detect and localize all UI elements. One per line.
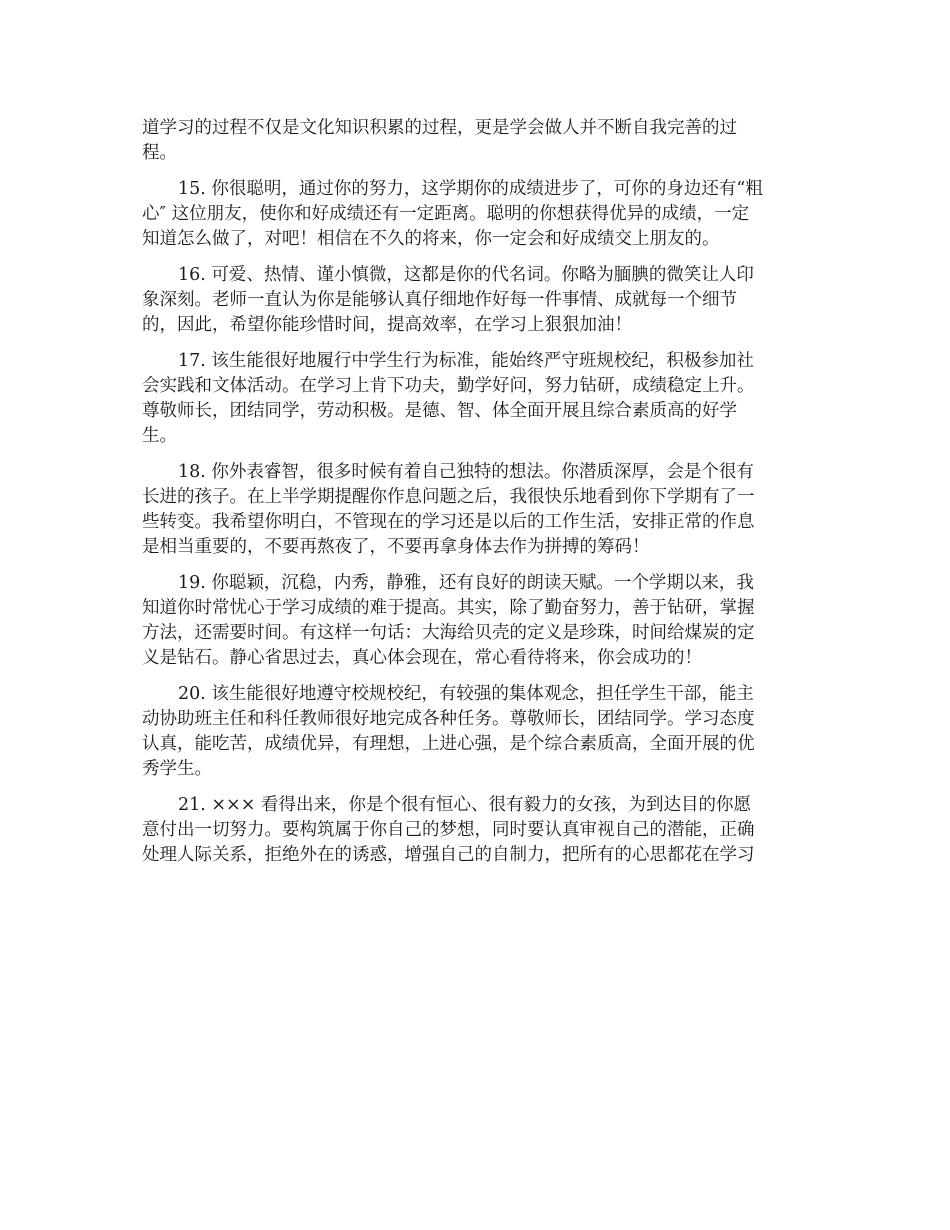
- paragraph-item-20: [142, 682, 802, 782]
- paragraph-continuation: [142, 116, 802, 166]
- text-line: 意付出一切努力。要构筑属于你自己的梦想，同时要认真审视自己的潜能，正确: [142, 820, 755, 840]
- text-line: 生。: [142, 426, 177, 446]
- text-line: 会实践和文体活动。在学习上肯下功夫，勤学好问，努力钻研，成绩稳定上升。: [142, 376, 755, 396]
- text-line: 18. 你外表睿智，很多时候有着自己独特的想法。你潜质深厚，会是个很有: [178, 462, 754, 482]
- paragraph-item-18: [142, 460, 802, 560]
- paragraph-item-15: [142, 177, 802, 252]
- text-line: 20. 该生能很好地遵守校规校纪，有较强的集体观念，担任学生干部，能主: [178, 684, 754, 704]
- text-line: 21. ××× 看得出来，你是个很有恒心、很有毅力的女孩，为到达目的你愿: [178, 795, 751, 815]
- text-line: 知道怎么做了，对吧！相信在不久的将来，你一定会和好成绩交上朋友的。: [142, 229, 720, 249]
- text-line: 尊敬师长，团结同学，劳动积极。是德、智、体全面开展且综合素质高的好学: [142, 401, 737, 421]
- text-line: 程。: [142, 143, 177, 163]
- text-line: 长进的孩子。在上半学期提醒你作息问题之后，我很快乐地看到你下学期有了一: [142, 487, 755, 507]
- text-line: 些转变。我希望你明白，不管现在的学习还是以后的工作生活，安排正常的作息: [142, 512, 755, 532]
- text-line: 心″ 这位朋友，使你和好成绩还有一定距离。聪明的你想获得优异的成绩，一定: [142, 204, 750, 224]
- text-line: 17. 该生能很好地履行中学生行为标准，能始终严守班规校纪，积极参加社: [178, 351, 754, 371]
- paragraph-item-16: [142, 263, 802, 338]
- paragraph-item-19: [142, 571, 802, 671]
- text-line: 秀学生。: [142, 759, 212, 779]
- text-line: 16. 可爱、热情、谨小慎微，这都是你的代名词。你略为腼腆的微笑让人印: [178, 265, 754, 285]
- text-line: 的，因此，希望你能珍惜时间，提高效率，在学习上狠狠加油！: [142, 315, 632, 335]
- document-body: [142, 116, 802, 879]
- text-line: 知道你时常忧心于学习成绩的难于提高。其实，除了勤奋努力，善于钻研，掌握: [142, 598, 755, 618]
- paragraph-item-21: [142, 793, 802, 868]
- text-line: 方法，还需要时间。有这样一句话：大海给贝壳的定义是珍珠，时间给煤炭的定: [142, 623, 755, 643]
- text-line: 是相当重要的，不要再熬夜了，不要再拿身体去作为拼搏的筹码！: [142, 537, 650, 557]
- text-line: 15. 你很聪明，通过你的努力，这学期你的成绩进步了，可你的身边还有“粗: [178, 179, 763, 199]
- text-line: 处理人际关系，拒绝外在的诱惑，增强自己的自制力，把所有的心思都花在学习: [142, 845, 755, 865]
- text-line: 认真，能吃苦，成绩优异，有理想，上进心强，是个综合素质高，全面开展的优: [142, 734, 755, 754]
- text-line: 动协助班主任和科任教师很好地完成各种任务。尊敬师长，团结同学。学习态度: [142, 709, 755, 729]
- text-line: 义是钻石。静心省思过去，真心体会现在，常心看待将来，你会成功的！: [142, 648, 702, 668]
- text-line: 道学习的过程不仅是文化知识积累的过程，更是学会做人并不断自我完善的过: [142, 118, 737, 138]
- text-line: 19. 你聪颖，沉稳，内秀，静雅，还有良好的朗读天赋。一个学期以来，我: [178, 573, 754, 593]
- text-line: 象深刻。老师一直认为你是能够认真仔细地作好每一件事情、成就每一个细节: [142, 290, 737, 310]
- paragraph-item-17: [142, 349, 802, 449]
